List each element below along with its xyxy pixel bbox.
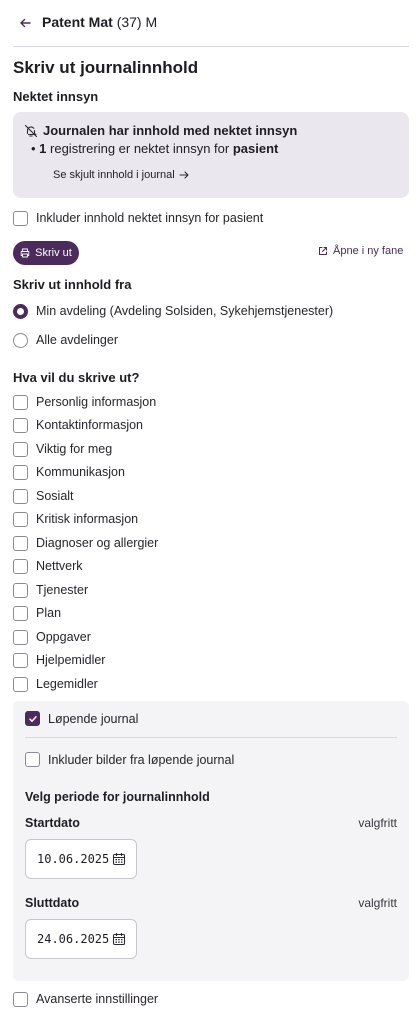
checkbox-advanced-settings[interactable]: Avanserte innstillinger: [13, 990, 158, 1008]
checkbox-plan[interactable]: Plan: [13, 604, 61, 622]
restricted-info-title: Journalen har innhold med nektet innsyn: [43, 123, 298, 138]
checkbox-communication[interactable]: Kommunikasjon: [13, 463, 125, 481]
checkbox-social[interactable]: Sosialt: [13, 487, 74, 505]
checkbox-contact-info[interactable]: Kontaktinformasjon: [13, 416, 143, 434]
patient-name: Patent Mat (37) M: [42, 14, 158, 30]
radio-all-departments[interactable]: Alle avdelinger: [13, 331, 118, 349]
period-heading: Velg periode for journalinnhold: [25, 790, 210, 804]
checkmark-icon: [28, 714, 38, 724]
restricted-info-box: [13, 112, 409, 198]
checkbox-critical-info[interactable]: Kritisk informasjon: [13, 510, 138, 528]
checkbox-box[interactable]: [13, 395, 28, 410]
start-date-input[interactable]: 10.06.2025: [25, 839, 137, 879]
checkbox-box[interactable]: [13, 559, 28, 574]
checkbox-tasks[interactable]: Oppgaver: [13, 628, 91, 646]
checkbox-box[interactable]: [13, 512, 28, 527]
checkbox-box[interactable]: [13, 418, 28, 433]
arrow-right-icon: [179, 170, 189, 180]
checkbox-box[interactable]: [13, 442, 28, 457]
restricted-heading: Nektet innsyn: [13, 89, 99, 104]
include-restricted-checkbox[interactable]: Inkluder innhold nektet innsyn for pasient: [13, 209, 263, 227]
printer-icon: [20, 248, 30, 258]
start-date-optional: valgfritt: [358, 816, 397, 830]
checkbox-box[interactable]: [13, 677, 28, 692]
checkbox-medications[interactable]: Legemidler: [13, 675, 98, 693]
checkbox-box[interactable]: [25, 752, 40, 767]
open-in-new-tab-link[interactable]: Åpne i ny fane: [318, 245, 403, 257]
journal-divider: [25, 737, 397, 738]
end-date-input[interactable]: 24.06.2025: [25, 919, 137, 959]
checkbox-box[interactable]: [13, 465, 28, 480]
checkbox-aids[interactable]: Hjelpemidler: [13, 651, 105, 669]
patient-meta: (37) M: [116, 14, 158, 30]
external-link-icon: [318, 246, 328, 256]
radio-own-department[interactable]: Min avdeling (Avdeling Solsiden, Sykehjemstjenester): [13, 302, 333, 320]
end-date-label: Sluttdato: [25, 896, 80, 910]
calendar-icon[interactable]: [112, 852, 126, 866]
source-heading: Skriv ut innhold fra: [13, 277, 132, 292]
header: [0, 0, 418, 47]
checkbox-services[interactable]: Tjenester: [13, 581, 88, 599]
journal-panel: [13, 701, 409, 981]
checkbox-important-for-me[interactable]: Viktig for meg: [13, 440, 112, 458]
radio-button[interactable]: [13, 304, 28, 319]
checkbox-box[interactable]: [25, 711, 40, 726]
checkbox-box[interactable]: [13, 606, 28, 621]
checkbox-box[interactable]: [13, 211, 28, 226]
checkbox-network[interactable]: Nettverk: [13, 557, 83, 575]
checkbox-include-images[interactable]: Inkluder bilder fra løpende journal: [25, 752, 234, 767]
checkbox-personal-info[interactable]: Personlig informasjon: [13, 393, 156, 411]
print-button[interactable]: Skriv ut: [13, 241, 79, 265]
checkbox-box[interactable]: [13, 536, 28, 551]
start-date-label: Startdato: [25, 816, 80, 830]
checkbox-box[interactable]: [13, 630, 28, 645]
radio-button[interactable]: [13, 333, 28, 348]
header-divider: [13, 46, 409, 47]
restricted-info-bullet: • 1 registrering er nektet innsyn for pasient: [31, 141, 279, 156]
checkbox-diagnoses-allergies[interactable]: Diagnoser og allergier: [13, 534, 158, 552]
bell-off-icon: [24, 124, 38, 138]
back-arrow-icon[interactable]: [14, 12, 36, 34]
page-title: Skriv ut journalinnhold: [13, 58, 199, 77]
checkbox-box[interactable]: [13, 583, 28, 598]
checkbox-box[interactable]: [13, 653, 28, 668]
checkbox-box[interactable]: [13, 489, 28, 504]
checkbox-box[interactable]: [13, 992, 28, 1007]
calendar-icon[interactable]: [112, 932, 126, 946]
end-date-optional: valgfritt: [358, 896, 397, 910]
show-hidden-content-link[interactable]: Se skjult innhold i journal: [53, 169, 189, 181]
checkbox-running-journal[interactable]: Løpende journal: [25, 711, 138, 726]
content-heading: Hva vil du skrive ut?: [13, 370, 140, 385]
